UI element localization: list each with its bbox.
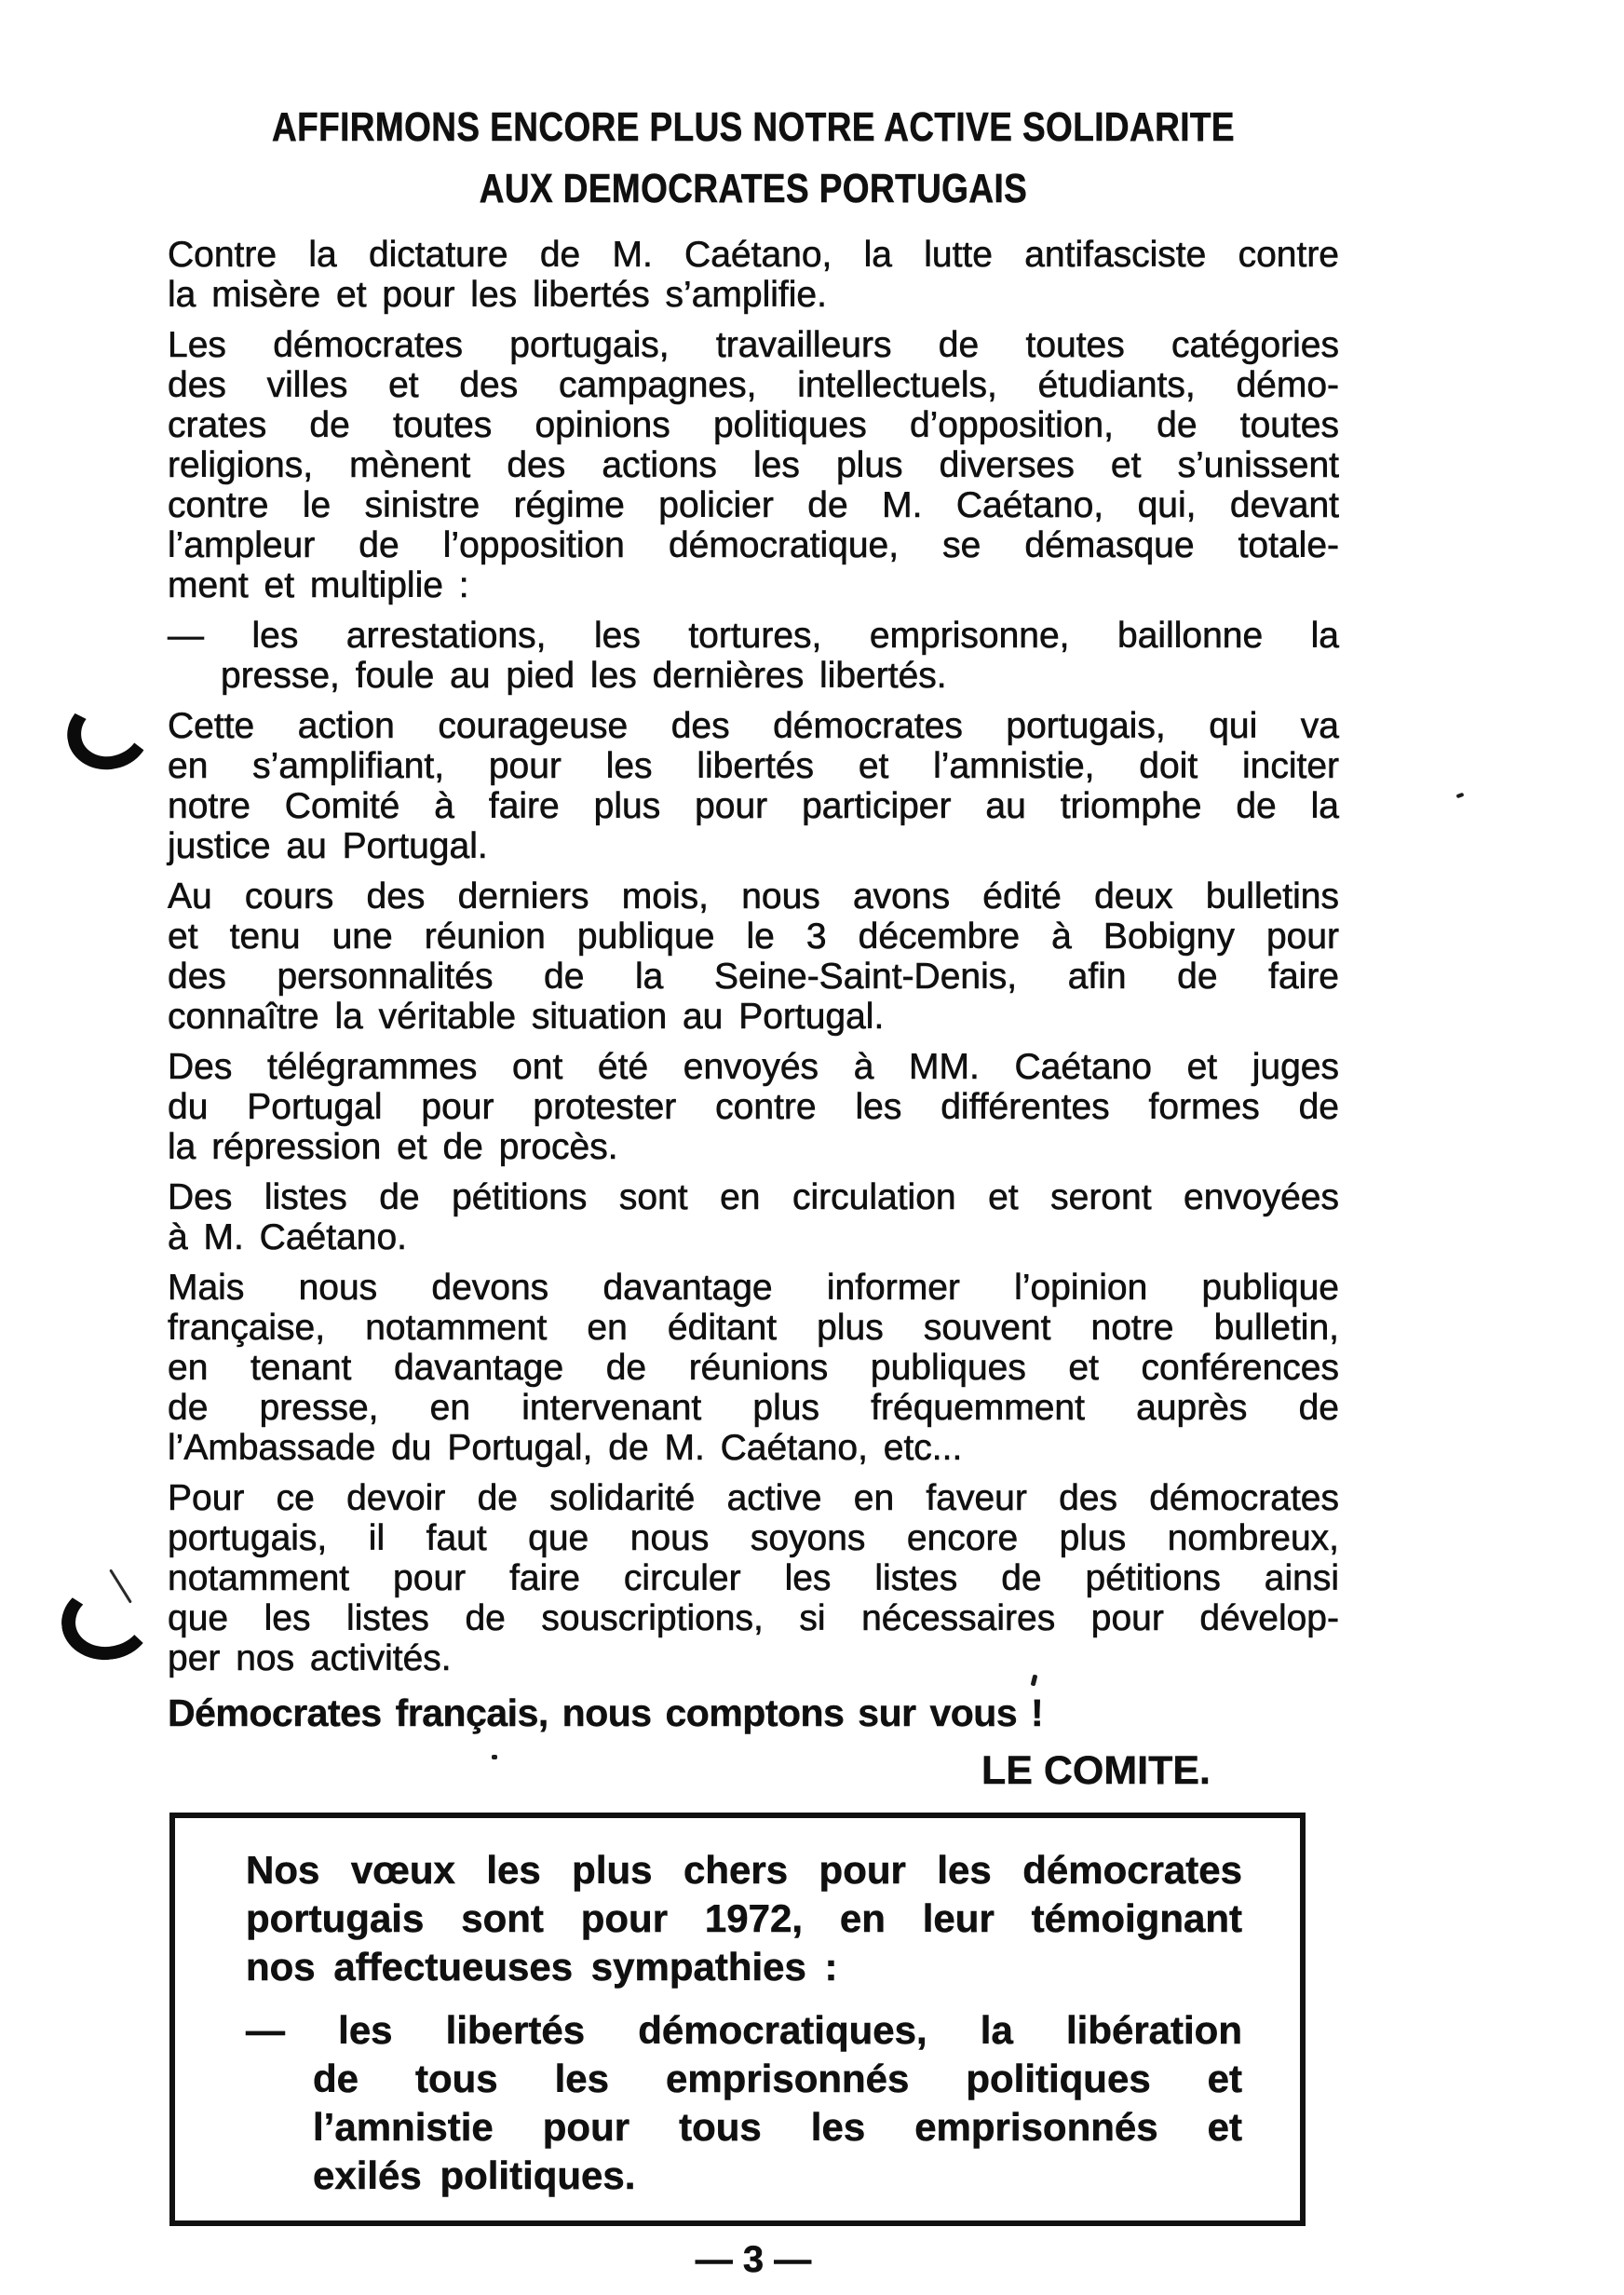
dash-list-item	[168, 616, 1339, 696]
text-line: du Portugal pour protester contre les différentes formes de	[168, 1087, 1339, 1127]
text-line: justice au Portugal.	[168, 826, 488, 866]
text-column	[168, 97, 1339, 2280]
text-line: religions, mènent des actions les plus diverses et s’unissent	[168, 445, 1339, 485]
text-line: ment et multiplie :	[168, 565, 469, 605]
text-line: française, notamment en éditant plus souvent notre bulletin,	[168, 1308, 1339, 1348]
text-line: des villes et des campagnes, intellectuels, étudiants, démo-	[168, 365, 1339, 405]
text-line: l’amnistie pour tous les emprisonnés et	[313, 2105, 1242, 2149]
text-line: des personnalités de la Seine-Saint-Denis, afin de faire	[168, 957, 1339, 997]
title-line-1: AFFIRMONS ENCORE PLUS NOTRE ACTIVE SOLIDARITE	[272, 104, 1235, 150]
text-line: — les arrestations, les tortures, emprisonne, baillonne la	[168, 616, 1339, 656]
text-line: exilés politiques.	[313, 2153, 636, 2197]
paragraph	[168, 1177, 1339, 1257]
paragraph	[168, 235, 1339, 315]
text-line: notre Comité à faire plus pour participer au triomphe de la	[168, 786, 1339, 826]
committee-signature: LE COMITE.	[981, 1748, 1211, 1793]
text-line: — les libertés démocratiques, la libération	[246, 2008, 1242, 2052]
text-line: Les démocrates portugais, travailleurs de toutes catégories	[168, 325, 1339, 365]
text-line: en tenant davantage de réunions publiques et conférences	[168, 1348, 1339, 1388]
paragraph	[168, 706, 1339, 866]
text-line: per nos activités.	[168, 1638, 452, 1678]
text-line: crates de toutes opinions politiques d’opposition, de toutes	[168, 405, 1339, 445]
text-line: portugais sont pour 1972, en leur témoignant	[246, 1896, 1242, 1940]
text-line: presse, foule au pied les dernières libertés.	[221, 656, 947, 696]
text-line: l’ampleur de l’opposition démocratique, se démasque totale-	[168, 525, 1339, 565]
text-line: Cette action courageuse des démocrates portugais, qui va	[168, 706, 1339, 746]
new-year-wishes-box	[169, 1813, 1306, 2226]
text-line: Au cours des derniers mois, nous avons édité deux bulletins	[168, 876, 1339, 917]
text-line: Nos vœux les plus chers pour les démocrates	[246, 1848, 1242, 1892]
scan-speck	[1456, 793, 1465, 798]
title-line-2: AUX DEMOCRATES PORTUGAIS	[479, 166, 1028, 211]
text-line: que les listes de souscriptions, si nécessaires pour dévelop-	[168, 1598, 1339, 1638]
paragraph	[168, 1047, 1339, 1167]
paragraph	[168, 325, 1339, 605]
dash-list-item	[246, 2006, 1242, 2200]
text-line: Des listes de pétitions sont en circulation et seront envoyées	[168, 1177, 1339, 1217]
text-line: notamment pour faire circuler les listes de pétitions ainsi	[168, 1558, 1339, 1598]
page-title	[168, 97, 1339, 220]
handwritten-crescent-mark	[58, 1579, 156, 1664]
text-line: la misère et pour les libertés s’amplifie.	[168, 275, 827, 315]
paragraph	[246, 1846, 1242, 1991]
text-line: Des télégrammes ont été envoyés à MM. Caétano et juges	[168, 1047, 1339, 1087]
paragraph	[168, 1478, 1339, 1678]
text-line: Pour ce devoir de solidarité active en faveur des démocrates	[168, 1478, 1339, 1518]
closing-slogan: Démocrates français, nous comptons sur vous !	[168, 1691, 1044, 1734]
page-number: — 3 —	[695, 2239, 812, 2280]
text-line: portugais, il faut que nous soyons encore plus nombreux,	[168, 1518, 1339, 1558]
text-line: nos affectueuses sympathies :	[246, 1945, 838, 1989]
text-line: en s’amplifiant, pour les libertés et l’amnistie, doit inciter	[168, 746, 1339, 786]
text-line: à M. Caétano.	[168, 1217, 407, 1257]
text-line: la répression et de procès.	[168, 1127, 618, 1167]
text-line: Contre la dictature de M. Caétano, la lutte antifasciste contre	[168, 235, 1339, 275]
paragraph	[168, 876, 1339, 1037]
text-line: et tenu une réunion publique le 3 décembre à Bobigny pour	[168, 917, 1339, 957]
text-line: connaître la véritable situation au Portugal.	[168, 997, 885, 1037]
body-text	[168, 235, 1339, 1678]
text-line: contre le sinistre régime policier de M. Caétano, qui, devant	[168, 485, 1339, 525]
paragraph	[168, 1268, 1339, 1468]
handwritten-crescent-mark	[61, 689, 156, 778]
text-line: Mais nous devons davantage informer l’opinion publique	[168, 1268, 1339, 1308]
text-line: l’Ambassade du Portugal, de M. Caétano, etc...	[168, 1428, 963, 1468]
text-line: de presse, en intervenant plus fréquemment auprès de	[168, 1388, 1339, 1428]
text-line: de tous les emprisonnés politiques et	[313, 2057, 1242, 2100]
